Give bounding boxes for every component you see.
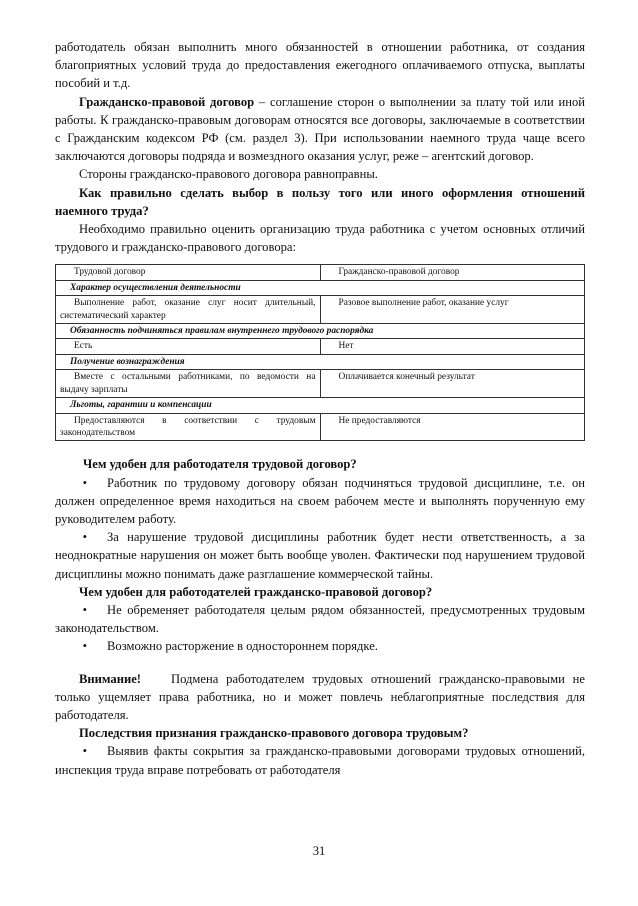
table-cell: Вместе с остальными работниками, по ведомости на выдачу зарплаты xyxy=(56,370,321,398)
table-section-row xyxy=(56,324,585,339)
bullet-icon: • xyxy=(82,530,87,545)
table-cell: Есть xyxy=(56,339,321,354)
table-section-row xyxy=(56,398,585,413)
bullet-icon: • xyxy=(82,744,87,759)
bullet-item: • Выявив факты сокрытия за гражданско-правовыми договорами трудовых отношений, инспекция труда вправе потребовать от работодателя xyxy=(55,744,585,777)
bullet-item: • Не обременяет работодателя целым рядом обязанностей, предусмотренных трудовым законодательством. xyxy=(55,602,585,636)
question-text: Как правильно сделать выбор в пользу того или иного оформления отношений наемного труда? xyxy=(55,185,585,218)
table-header-row xyxy=(56,265,585,280)
comparison-table xyxy=(55,264,585,441)
table-cell: Выполнение работ, оказание слуг носит длительный, систематический характер xyxy=(56,296,321,324)
table-cell: Оплачивается конечный результат xyxy=(320,370,585,398)
table-cell: Предоставляются в соответствии с трудовым законодательством xyxy=(56,413,321,441)
term-civil-contract: Гражданско-правовой договор xyxy=(79,94,255,109)
bullet-item: • За нарушение трудовой дисциплины работник будет нести ответственность, а за неоднократные нарушения он может быть вообще уволен. Фактически под нарушением трудовой дисциплины можно понимать даже разглашение коммерческой тайны. xyxy=(55,530,585,581)
paragraph-2 xyxy=(55,93,585,166)
table-section-row xyxy=(56,280,585,295)
section-3-heading xyxy=(55,724,585,742)
spacer xyxy=(55,656,585,670)
table-section-title: Обязанность подчиняться правилам внутреннего трудового распорядка xyxy=(56,324,585,339)
table-row xyxy=(56,339,585,354)
bullet-icon: • xyxy=(82,475,87,490)
section-2-heading xyxy=(55,583,585,601)
table-section-row xyxy=(56,354,585,369)
page-content xyxy=(55,38,585,779)
section-3-title: Последствия признания гражданско-правового договора трудовым? xyxy=(79,726,469,741)
paragraph-3: Стороны гражданско-правового договора равноправны. xyxy=(79,167,378,182)
table-row xyxy=(56,296,585,324)
bullet-item: • Работник по трудовому договору обязан подчиняться трудовой дисциплине, т.е. он должен определенное время находиться на своем рабочем месте и выполнять порученную ему руководителем работу. xyxy=(55,475,585,526)
table-section-title: Характер осуществления деятельности xyxy=(56,280,585,295)
question-heading xyxy=(55,184,585,220)
section-2-title: Чем удобен для работодателей гражданско-правовой договор? xyxy=(79,584,433,599)
section-1-heading xyxy=(55,455,585,473)
paragraph-2-text: – соглашение сторон о выполнении за плату той или иной работы. К гражданско-правовым договорам относятся все договоры, заключаемые в соответствии с Гражданским кодексом РФ (см. раздел 3). При использовании наемного труда чаще всего заключаются договоры подряда и возмездного оказания услуг, реже – агентский договор. xyxy=(55,94,585,164)
table-cell: Нет xyxy=(320,339,585,354)
bullet-icon: • xyxy=(82,639,87,654)
table-row xyxy=(56,370,585,398)
table-section-title: Льготы, гарантии и компенсации xyxy=(56,398,585,413)
bullet-item: • Возможно расторжение в одностороннем порядке. xyxy=(55,637,585,655)
table-header-cell: Гражданско-правовой договор xyxy=(320,265,585,280)
attention-paragraph xyxy=(55,670,585,725)
section-1-title: Чем удобен для работодателя трудовой договор? xyxy=(83,457,357,472)
table-section-title: Получение вознаграждения xyxy=(56,354,585,369)
table-cell: Разовое выполнение работ, оказание услуг xyxy=(320,296,585,324)
table-row xyxy=(56,413,585,441)
attention-text: Подмена работодателем трудовых отношений гражданско-правовыми не только ущемляет права работника, но и может повлечь неблагоприятные последствия для работодателя. xyxy=(55,671,585,722)
paragraph-1: работодатель обязан выполнить много обязанностей в отношении работника, от создания благоприятных условий труда до предоставления ежегодного оплачиваемого отпуска, выплаты пособий и т.д. xyxy=(55,40,585,91)
bullet-icon: • xyxy=(82,602,87,617)
paragraph-4: Необходимо правильно оценить организацию труда работника с учетом основных отличий трудового и гражданско-правового договора: xyxy=(55,222,585,255)
table-cell: Не предоставляются xyxy=(320,413,585,441)
attention-label: Внимание! xyxy=(79,671,141,686)
page-number: 31 xyxy=(312,844,326,858)
table-header-cell: Трудовой договор xyxy=(56,265,321,280)
